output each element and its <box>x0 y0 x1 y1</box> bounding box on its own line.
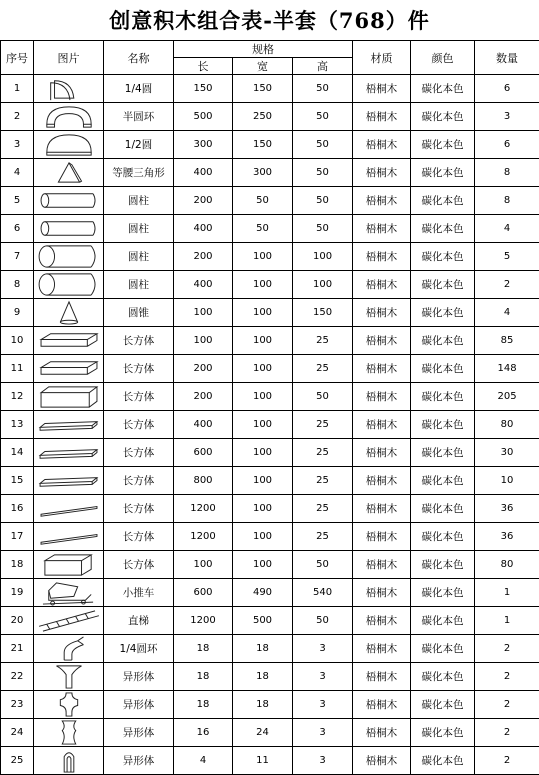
row-material: 梧桐木 <box>353 747 411 775</box>
row-quantity: 2 <box>475 663 539 691</box>
row-length: 18 <box>174 691 233 719</box>
row-picture <box>34 635 104 663</box>
row-picture <box>34 243 104 271</box>
row-picture <box>34 495 104 523</box>
quarter-round-icon <box>34 75 104 102</box>
table-row <box>1 411 539 439</box>
row-height: 50 <box>293 607 353 635</box>
row-length: 4 <box>174 747 233 775</box>
row-name: 长方体 <box>104 383 174 411</box>
row-width: 100 <box>233 523 293 551</box>
table-row <box>1 355 539 383</box>
table-row <box>1 215 539 243</box>
table-row <box>1 271 539 299</box>
blocks-table-wrapper <box>0 40 539 775</box>
row-length: 400 <box>174 215 233 243</box>
row-name: 圆柱 <box>104 243 174 271</box>
row-picture <box>34 103 104 131</box>
row-name: 圆柱 <box>104 215 174 243</box>
waist-shape-icon <box>34 719 104 746</box>
row-width: 300 <box>233 159 293 187</box>
row-quantity: 36 <box>475 523 539 551</box>
row-picture <box>34 439 104 467</box>
row-quantity: 2 <box>475 747 539 775</box>
row-index: 14 <box>1 439 34 467</box>
row-picture <box>34 551 104 579</box>
row-length: 100 <box>174 327 233 355</box>
row-height: 3 <box>293 719 353 747</box>
row-index: 3 <box>1 131 34 159</box>
row-quantity: 2 <box>475 719 539 747</box>
row-height: 150 <box>293 299 353 327</box>
row-name: 长方体 <box>104 495 174 523</box>
row-picture <box>34 159 104 187</box>
page-title: 创意积木组合表-半套（768）件 <box>0 4 539 38</box>
row-height: 25 <box>293 327 353 355</box>
row-index: 1 <box>1 75 34 103</box>
row-quantity: 3 <box>475 103 539 131</box>
row-height: 25 <box>293 523 353 551</box>
row-color: 碳化本色 <box>411 607 475 635</box>
header-height: 高 <box>293 58 353 75</box>
row-length: 200 <box>174 383 233 411</box>
row-picture <box>34 607 104 635</box>
row-index: 13 <box>1 411 34 439</box>
cross-shape-icon <box>34 691 104 718</box>
row-name: 1/4圆环 <box>104 635 174 663</box>
row-material: 梧桐木 <box>353 215 411 243</box>
row-name: 长方体 <box>104 327 174 355</box>
row-index: 16 <box>1 495 34 523</box>
table-header <box>1 41 539 75</box>
triangle-icon <box>34 159 104 186</box>
row-quantity: 1 <box>475 607 539 635</box>
row-material: 梧桐木 <box>353 159 411 187</box>
table-body <box>1 75 539 775</box>
row-width: 250 <box>233 103 293 131</box>
row-length: 400 <box>174 159 233 187</box>
row-name: 小推车 <box>104 579 174 607</box>
row-quantity: 85 <box>475 327 539 355</box>
row-quantity: 80 <box>475 551 539 579</box>
header-length: 长 <box>174 58 233 75</box>
row-name: 长方体 <box>104 439 174 467</box>
row-quantity: 2 <box>475 271 539 299</box>
row-picture <box>34 691 104 719</box>
row-material: 梧桐木 <box>353 243 411 271</box>
row-color: 碳化本色 <box>411 103 475 131</box>
row-length: 600 <box>174 439 233 467</box>
table-row <box>1 75 539 103</box>
row-length: 600 <box>174 579 233 607</box>
row-width: 18 <box>233 635 293 663</box>
row-color: 碳化本色 <box>411 635 475 663</box>
row-color: 碳化本色 <box>411 327 475 355</box>
row-width: 100 <box>233 299 293 327</box>
row-name: 长方体 <box>104 523 174 551</box>
row-picture <box>34 523 104 551</box>
cylinder-thick-icon <box>34 271 104 298</box>
row-index: 20 <box>1 607 34 635</box>
row-material: 梧桐木 <box>353 719 411 747</box>
row-index: 8 <box>1 271 34 299</box>
row-name: 长方体 <box>104 467 174 495</box>
row-height: 50 <box>293 215 353 243</box>
row-material: 梧桐木 <box>353 523 411 551</box>
header-picture: 图片 <box>34 41 104 75</box>
row-index: 12 <box>1 383 34 411</box>
row-quantity: 36 <box>475 495 539 523</box>
row-color: 碳化本色 <box>411 551 475 579</box>
row-width: 100 <box>233 495 293 523</box>
row-color: 碳化本色 <box>411 439 475 467</box>
row-picture <box>34 327 104 355</box>
row-picture <box>34 747 104 775</box>
row-name: 圆锥 <box>104 299 174 327</box>
table-row <box>1 243 539 271</box>
row-color: 碳化本色 <box>411 215 475 243</box>
row-material: 梧桐木 <box>353 187 411 215</box>
row-quantity: 8 <box>475 159 539 187</box>
row-color: 碳化本色 <box>411 747 475 775</box>
row-material: 梧桐木 <box>353 439 411 467</box>
row-quantity: 8 <box>475 187 539 215</box>
row-height: 3 <box>293 663 353 691</box>
row-index: 21 <box>1 635 34 663</box>
row-index: 6 <box>1 215 34 243</box>
cylinder-thick-icon <box>34 243 104 270</box>
row-name: 长方体 <box>104 411 174 439</box>
y-shape-icon <box>34 663 104 690</box>
row-height: 50 <box>293 75 353 103</box>
row-length: 200 <box>174 355 233 383</box>
row-color: 碳化本色 <box>411 579 475 607</box>
table-row <box>1 439 539 467</box>
row-quantity: 148 <box>475 355 539 383</box>
table-row <box>1 635 539 663</box>
row-quantity: 205 <box>475 383 539 411</box>
row-height: 25 <box>293 355 353 383</box>
row-index: 15 <box>1 467 34 495</box>
row-color: 碳化本色 <box>411 299 475 327</box>
table-row <box>1 691 539 719</box>
row-name: 1/4圆 <box>104 75 174 103</box>
row-height: 540 <box>293 579 353 607</box>
stick-icon <box>34 523 104 550</box>
header-color: 颜色 <box>411 41 475 75</box>
row-name: 长方体 <box>104 355 174 383</box>
row-index: 25 <box>1 747 34 775</box>
row-width: 50 <box>233 187 293 215</box>
row-picture <box>34 187 104 215</box>
row-length: 150 <box>174 75 233 103</box>
row-width: 100 <box>233 327 293 355</box>
row-name: 半圆环 <box>104 103 174 131</box>
table-row <box>1 327 539 355</box>
row-width: 100 <box>233 271 293 299</box>
row-material: 梧桐木 <box>353 607 411 635</box>
row-material: 梧桐木 <box>353 271 411 299</box>
header-material: 材质 <box>353 41 411 75</box>
row-material: 梧桐木 <box>353 131 411 159</box>
row-color: 碳化本色 <box>411 271 475 299</box>
row-length: 500 <box>174 103 233 131</box>
row-length: 100 <box>174 551 233 579</box>
row-width: 500 <box>233 607 293 635</box>
row-color: 碳化本色 <box>411 663 475 691</box>
row-length: 200 <box>174 243 233 271</box>
row-height: 3 <box>293 635 353 663</box>
row-width: 24 <box>233 719 293 747</box>
row-height: 3 <box>293 747 353 775</box>
table-row <box>1 159 539 187</box>
blocks-table <box>0 40 539 775</box>
row-color: 碳化本色 <box>411 495 475 523</box>
plank-icon <box>34 439 104 466</box>
row-height: 25 <box>293 439 353 467</box>
plank-icon <box>34 467 104 494</box>
row-quantity: 4 <box>475 299 539 327</box>
row-height: 50 <box>293 131 353 159</box>
table-row <box>1 467 539 495</box>
row-color: 碳化本色 <box>411 159 475 187</box>
row-height: 50 <box>293 103 353 131</box>
row-picture <box>34 579 104 607</box>
table-row <box>1 747 539 775</box>
table-row <box>1 663 539 691</box>
row-index: 19 <box>1 579 34 607</box>
row-picture <box>34 467 104 495</box>
row-picture <box>34 411 104 439</box>
row-material: 梧桐木 <box>353 579 411 607</box>
row-name: 1/2圆 <box>104 131 174 159</box>
row-name: 直梯 <box>104 607 174 635</box>
row-width: 18 <box>233 663 293 691</box>
header-name: 名称 <box>104 41 174 75</box>
row-quantity: 1 <box>475 579 539 607</box>
row-length: 300 <box>174 131 233 159</box>
row-index: 9 <box>1 299 34 327</box>
row-width: 100 <box>233 243 293 271</box>
table-row <box>1 299 539 327</box>
row-length: 200 <box>174 187 233 215</box>
row-height: 50 <box>293 187 353 215</box>
row-quantity: 2 <box>475 691 539 719</box>
cube-icon <box>34 551 104 578</box>
row-index: 22 <box>1 663 34 691</box>
slab-icon <box>34 327 104 354</box>
row-material: 梧桐木 <box>353 383 411 411</box>
row-quantity: 10 <box>475 467 539 495</box>
row-width: 50 <box>233 215 293 243</box>
row-picture <box>34 271 104 299</box>
row-length: 1200 <box>174 607 233 635</box>
header-quantity: 数量 <box>475 41 539 75</box>
row-material: 梧桐木 <box>353 635 411 663</box>
row-color: 碳化本色 <box>411 355 475 383</box>
row-quantity: 80 <box>475 411 539 439</box>
row-height: 3 <box>293 691 353 719</box>
row-quantity: 5 <box>475 243 539 271</box>
row-width: 150 <box>233 75 293 103</box>
row-color: 碳化本色 <box>411 187 475 215</box>
cart-icon <box>34 579 104 606</box>
row-picture <box>34 719 104 747</box>
row-picture <box>34 75 104 103</box>
table-row <box>1 495 539 523</box>
row-index: 18 <box>1 551 34 579</box>
row-picture <box>34 663 104 691</box>
stick-icon <box>34 495 104 522</box>
half-ring-icon <box>34 103 104 130</box>
row-material: 梧桐木 <box>353 355 411 383</box>
row-name: 异形体 <box>104 691 174 719</box>
row-index: 24 <box>1 719 34 747</box>
row-material: 梧桐木 <box>353 551 411 579</box>
cone-icon <box>34 299 104 326</box>
row-height: 100 <box>293 271 353 299</box>
row-quantity: 6 <box>475 75 539 103</box>
row-name: 异形体 <box>104 663 174 691</box>
row-material: 梧桐木 <box>353 103 411 131</box>
header-width: 宽 <box>233 58 293 75</box>
half-round-icon <box>34 131 104 158</box>
row-index: 11 <box>1 355 34 383</box>
row-width: 100 <box>233 355 293 383</box>
row-color: 碳化本色 <box>411 243 475 271</box>
table-row <box>1 383 539 411</box>
row-color: 碳化本色 <box>411 411 475 439</box>
row-width: 490 <box>233 579 293 607</box>
row-color: 碳化本色 <box>411 75 475 103</box>
row-width: 11 <box>233 747 293 775</box>
row-height: 100 <box>293 243 353 271</box>
row-material: 梧桐木 <box>353 299 411 327</box>
row-index: 7 <box>1 243 34 271</box>
table-row <box>1 523 539 551</box>
row-picture <box>34 131 104 159</box>
row-name: 异形体 <box>104 719 174 747</box>
row-name: 等腰三角形 <box>104 159 174 187</box>
row-material: 梧桐木 <box>353 467 411 495</box>
cylinder-long-icon <box>34 187 104 214</box>
row-length: 1200 <box>174 495 233 523</box>
table-row <box>1 719 539 747</box>
row-height: 50 <box>293 551 353 579</box>
row-width: 150 <box>233 131 293 159</box>
row-quantity: 2 <box>475 635 539 663</box>
row-color: 碳化本色 <box>411 691 475 719</box>
row-width: 100 <box>233 439 293 467</box>
row-height: 50 <box>293 159 353 187</box>
row-length: 800 <box>174 467 233 495</box>
row-quantity: 30 <box>475 439 539 467</box>
header-spec: 规格 <box>174 41 353 58</box>
row-width: 100 <box>233 383 293 411</box>
row-color: 碳化本色 <box>411 467 475 495</box>
quarter-ring-icon <box>34 635 104 662</box>
row-height: 25 <box>293 467 353 495</box>
plank-icon <box>34 411 104 438</box>
row-color: 碳化本色 <box>411 131 475 159</box>
row-quantity: 6 <box>475 131 539 159</box>
row-width: 100 <box>233 551 293 579</box>
row-material: 梧桐木 <box>353 495 411 523</box>
row-height: 25 <box>293 411 353 439</box>
row-length: 18 <box>174 635 233 663</box>
block-icon <box>34 383 104 410</box>
row-length: 400 <box>174 271 233 299</box>
row-index: 4 <box>1 159 34 187</box>
row-index: 2 <box>1 103 34 131</box>
row-index: 17 <box>1 523 34 551</box>
row-color: 碳化本色 <box>411 523 475 551</box>
table-row <box>1 131 539 159</box>
row-picture <box>34 355 104 383</box>
row-material: 梧桐木 <box>353 691 411 719</box>
row-index: 23 <box>1 691 34 719</box>
row-name: 长方体 <box>104 551 174 579</box>
slab-icon <box>34 355 104 382</box>
row-material: 梧桐木 <box>353 663 411 691</box>
row-color: 碳化本色 <box>411 383 475 411</box>
row-picture <box>34 383 104 411</box>
row-length: 18 <box>174 663 233 691</box>
row-width: 100 <box>233 467 293 495</box>
table-row <box>1 579 539 607</box>
row-index: 10 <box>1 327 34 355</box>
row-color: 碳化本色 <box>411 719 475 747</box>
table-row <box>1 607 539 635</box>
row-name: 圆柱 <box>104 271 174 299</box>
row-length: 400 <box>174 411 233 439</box>
table-row <box>1 103 539 131</box>
header-index: 序号 <box>1 41 34 75</box>
ladder-icon <box>34 607 104 634</box>
row-material: 梧桐木 <box>353 411 411 439</box>
row-height: 50 <box>293 383 353 411</box>
cylinder-long-icon <box>34 215 104 242</box>
row-width: 100 <box>233 411 293 439</box>
row-name: 异形体 <box>104 747 174 775</box>
row-length: 16 <box>174 719 233 747</box>
row-length: 100 <box>174 299 233 327</box>
row-material: 梧桐木 <box>353 75 411 103</box>
row-height: 25 <box>293 495 353 523</box>
table-row <box>1 187 539 215</box>
row-length: 1200 <box>174 523 233 551</box>
row-name: 圆柱 <box>104 187 174 215</box>
table-row <box>1 551 539 579</box>
row-material: 梧桐木 <box>353 327 411 355</box>
row-quantity: 4 <box>475 215 539 243</box>
row-picture <box>34 299 104 327</box>
row-picture <box>34 215 104 243</box>
row-width: 18 <box>233 691 293 719</box>
row-index: 5 <box>1 187 34 215</box>
